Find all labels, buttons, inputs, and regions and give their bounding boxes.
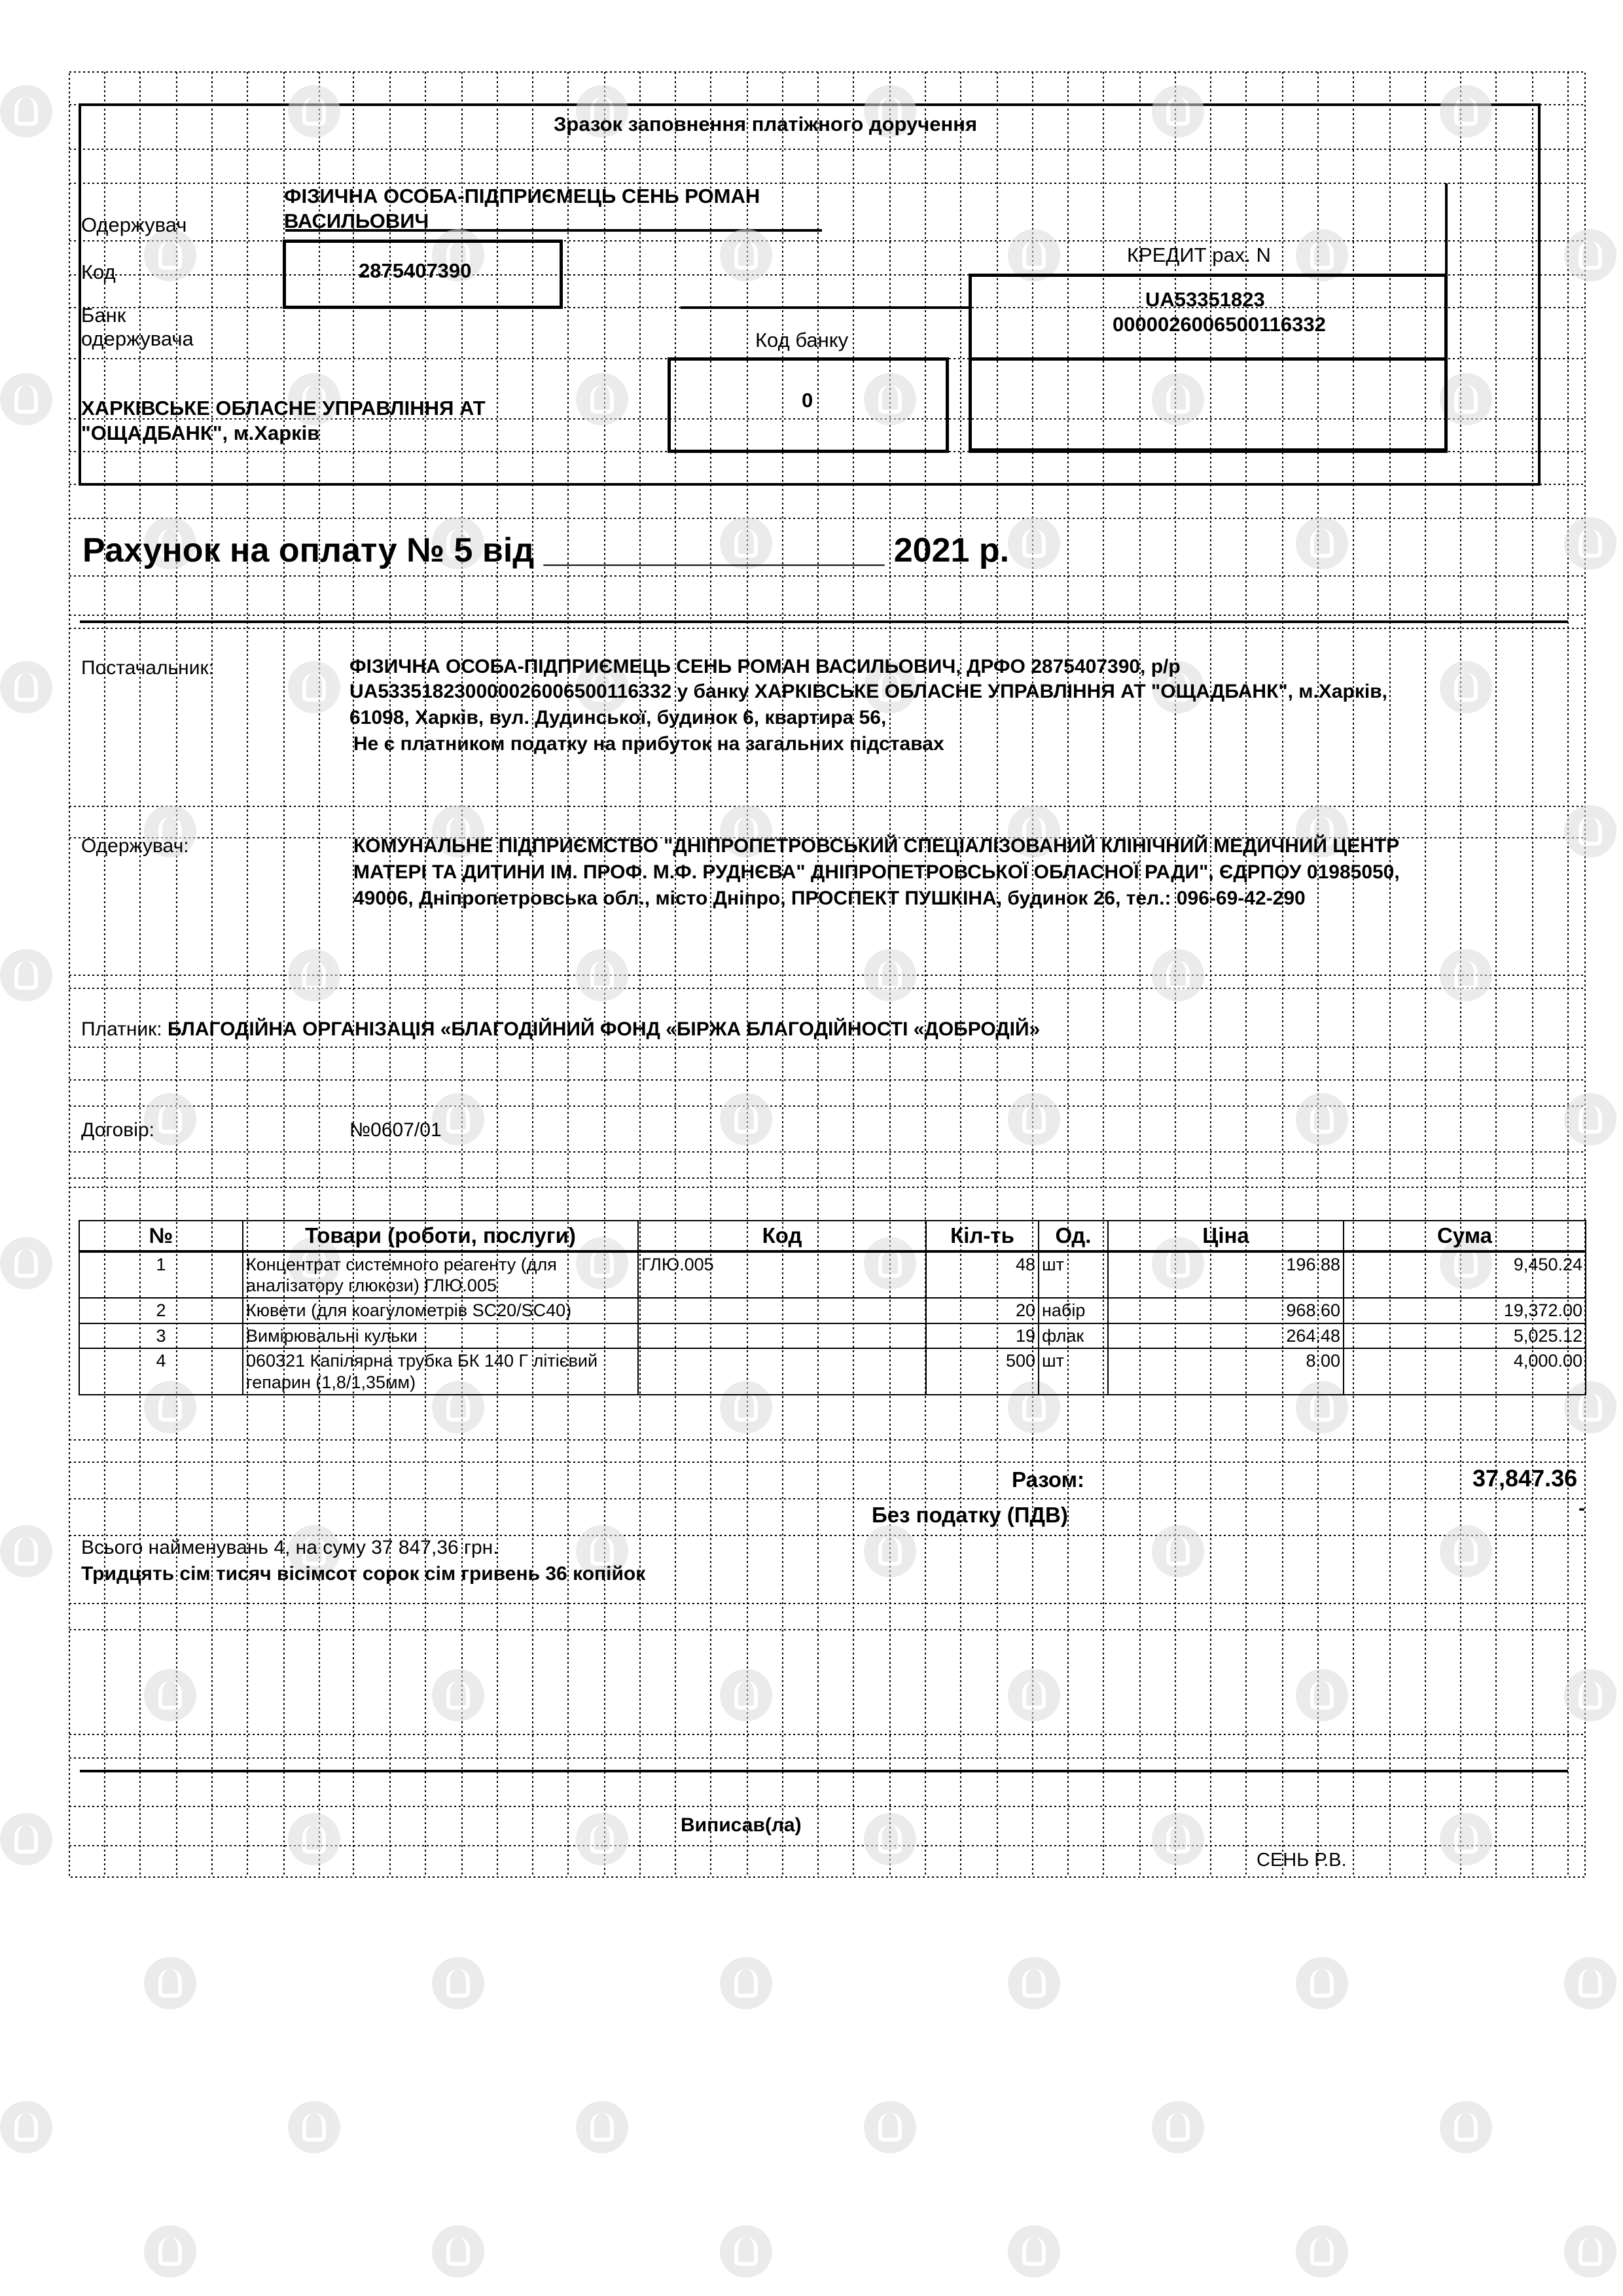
row-price: 196.88 xyxy=(1108,1251,1344,1299)
row-unit: флак xyxy=(1039,1323,1108,1348)
watermark-logo-icon xyxy=(1440,85,1492,137)
watermark-logo-icon xyxy=(720,1957,772,2009)
vat-value: - xyxy=(1578,1498,1585,1519)
total-value: 37,847.36 xyxy=(1472,1465,1578,1492)
row-sum: 5,025.12 xyxy=(1344,1323,1586,1348)
row-price: 968.60 xyxy=(1108,1298,1344,1323)
watermark-logo-icon xyxy=(144,229,196,281)
row-code xyxy=(638,1348,926,1395)
watermark-logo-icon xyxy=(1152,949,1204,1001)
watermark-logo-icon xyxy=(288,2101,340,2153)
recipient-label: Одержувач xyxy=(81,213,187,236)
supplier-line2: UA533518230000026006500116332 у банку ХАРКІВСЬКЕ ОБЛАСНЕ УПРАВЛІННЯ АТ "ОЩАДБАНК", м.Харків, xyxy=(349,681,1387,702)
watermark-logo-icon xyxy=(576,373,628,425)
receiver-line1: КОМУНАЛЬНЕ ПІДПРИЄМСТВО "ДНІПРОПЕТРОВСЬКИЙ СПЕЦІАЛІЗОВАНИЙ КЛІНІЧНИЙ МЕДИЧНИЙ ЦЕНТР xyxy=(353,835,1400,857)
recipient-name-line2: ВАСИЛЬОВИЧ xyxy=(284,209,429,232)
row-name: Кювети (для коагулометрів SC20/SC40) xyxy=(243,1298,638,1323)
watermark-logo-icon xyxy=(432,1669,484,1721)
col-header-unit: Од. xyxy=(1039,1221,1108,1251)
receiver-line3: 49006, Дніпропетровська обл., місто Дніпро, ПРОСПЕКТ ПУШКІНА, будинок 26, тел.: 096-69-42-290 xyxy=(353,888,1306,909)
supplier-line1: ФІЗИЧНА ОСОБА-ПІДПРИЄМЕЦЬ СЕНЬ РОМАН ВАСИЛЬОВИЧ, ДРФО 2875407390, р/р xyxy=(349,656,1181,677)
watermark-logo-icon xyxy=(1440,1813,1492,1865)
watermark-logo-icon xyxy=(288,1813,340,1865)
watermark-logo-icon xyxy=(0,949,52,1001)
watermark-logo-icon xyxy=(1296,1093,1348,1145)
watermark-logo-icon xyxy=(1440,661,1492,713)
watermark-logo-icon xyxy=(1564,805,1616,857)
watermark-logo-icon xyxy=(1440,1525,1492,1577)
account-line1: UA53351823 xyxy=(1145,288,1265,311)
watermark-logo-icon xyxy=(864,2101,916,2153)
watermark-logo-icon xyxy=(0,2101,52,2153)
watermark-logo-icon xyxy=(1296,2225,1348,2278)
account-line2: 0000026006500116332 xyxy=(1113,313,1326,336)
watermark-logo-icon xyxy=(720,229,772,281)
total-label: Разом: xyxy=(1012,1467,1085,1492)
col-header-price: Ціна xyxy=(1108,1221,1344,1251)
table-header-row xyxy=(79,1221,1586,1251)
watermark-logo-icon xyxy=(1564,517,1616,569)
receiver-label: Одержувач: xyxy=(81,835,189,857)
table-row xyxy=(79,1298,1586,1323)
watermark-logo-icon xyxy=(1152,1525,1204,1577)
watermark-logo-icon xyxy=(576,1813,628,1865)
watermark-logo-icon xyxy=(1564,2225,1616,2278)
watermark-logo-icon xyxy=(1008,2225,1060,2278)
supplier-line4: Не є платником податку на прибуток на загальних підставах xyxy=(353,733,944,755)
watermark-logo-icon xyxy=(576,2101,628,2153)
bank-code-value: 0 xyxy=(802,389,813,412)
payer-value: БЛАГОДІЙНА ОРГАНІЗАЦІЯ «БЛАГОДІЙНИЙ ФОНД «БІРЖА БЛАГОДІЙНОСТІ «ДОБРОДІЙ» xyxy=(167,1018,1041,1040)
bank-label-line2: одержувача xyxy=(81,327,194,350)
row-price: 8.00 xyxy=(1108,1348,1344,1395)
supplier-label: Постачальник: xyxy=(81,657,214,679)
col-header-qty: Кіл-ть xyxy=(926,1221,1039,1251)
watermark-logo-icon xyxy=(1152,1813,1204,1865)
watermark-logo-icon xyxy=(0,1525,52,1577)
row-sum: 19,372.00 xyxy=(1344,1298,1586,1323)
bank-name-line1: ХАРКІВСЬКЕ ОБЛАСНЕ УПРАВЛІННЯ АТ xyxy=(81,397,486,420)
contract-value: №0607/01 xyxy=(349,1119,442,1141)
contract-label: Договір: xyxy=(81,1119,154,1141)
sample-header: Зразок заповнення платіжного доручення xyxy=(554,113,978,135)
watermark-logo-icon xyxy=(1296,1669,1348,1721)
items-table xyxy=(79,1220,1586,1395)
col-header-goods: Товари (роботи, послуги) xyxy=(243,1221,638,1251)
watermark-logo-icon xyxy=(288,661,340,713)
supplier-line3: 61098, Харків, вул. Дудинської, будинок 6, квартира 56, xyxy=(349,707,887,728)
account-box-lower xyxy=(969,357,1448,453)
watermark-logo-icon xyxy=(864,949,916,1001)
watermark-logo-icon xyxy=(1008,1093,1060,1145)
row-name: Концентрат системного реагенту (для аналізатору глюкози) ГЛЮ.005 xyxy=(243,1251,638,1299)
row-unit: шт xyxy=(1039,1348,1108,1395)
watermark-logo-icon xyxy=(0,1237,52,1289)
row-sum: 4,000.00 xyxy=(1344,1348,1586,1395)
bank-name-line2: "ОЩАДБАНК", м.Харків xyxy=(81,422,320,444)
receiver-line2: МАТЕРІ ТА ДИТИНИ ІМ. ПРОФ. М.Ф. РУДНЄВА" ДНІПРОПЕТРОВСЬКОЇ ОБЛАСНОЇ РАДИ", ЄДРПОУ 01985050, xyxy=(353,861,1400,883)
watermark-logo-icon xyxy=(1440,2101,1492,2153)
row-code xyxy=(638,1323,926,1348)
watermark-logo-icon xyxy=(0,85,52,137)
watermark-logo-icon xyxy=(1440,373,1492,425)
amount-in-words: Тридцять сім тисяч вісімсот сорок сім гривень 36 копійок xyxy=(81,1563,646,1585)
watermark-logo-icon xyxy=(1564,1669,1616,1721)
row-unit: шт xyxy=(1039,1251,1108,1299)
watermark-logo-icon xyxy=(1152,2101,1204,2153)
watermark-logo-icon xyxy=(0,661,52,713)
watermark-logo-icon xyxy=(0,1813,52,1865)
watermark-logo-icon xyxy=(144,1669,196,1721)
bank-code-label: Код банку xyxy=(755,329,849,351)
payer-row xyxy=(81,1018,1040,1041)
items-count-line: Всього найменувань 4, на суму 37 847,36 грн. xyxy=(81,1537,499,1558)
table-row xyxy=(79,1323,1586,1348)
recipient-name-line1: ФІЗИЧНА ОСОБА-ПІДПРИЄМЕЦЬ СЕНЬ РОМАН xyxy=(284,185,760,207)
watermark-logo-icon xyxy=(288,949,340,1001)
col-header-number: № xyxy=(79,1221,243,1251)
watermark-logo-icon xyxy=(0,373,52,425)
signature-label: Виписав(ла) xyxy=(681,1814,802,1836)
code-label: Код xyxy=(81,260,116,283)
row-number: 2 xyxy=(79,1298,243,1323)
vat-label: Без податку (ПДВ) xyxy=(872,1503,1068,1527)
invoice-title: Рахунок на оплату № 5 від __________________ 2021 р. xyxy=(82,531,1010,569)
watermark-logo-icon xyxy=(144,1957,196,2009)
watermark-logo-icon xyxy=(720,1093,772,1145)
watermark-logo-icon xyxy=(1440,949,1492,1001)
payer-label: Платник: xyxy=(81,1018,162,1040)
row-qty: 19 xyxy=(926,1323,1039,1348)
watermark-logo-icon xyxy=(144,2225,196,2278)
table-row xyxy=(79,1251,1586,1299)
watermark-logo-icon xyxy=(864,1813,916,1865)
watermark-logo-icon xyxy=(1296,1957,1348,2009)
watermark-logo-icon xyxy=(720,1669,772,1721)
signer-name: СЕНЬ Р.В. xyxy=(1257,1850,1347,1871)
row-unit: набір xyxy=(1039,1298,1108,1323)
row-qty: 20 xyxy=(926,1298,1039,1323)
table-row xyxy=(79,1348,1586,1395)
row-name: Вимірювальні кульки xyxy=(243,1323,638,1348)
row-number: 1 xyxy=(79,1251,243,1299)
watermark-logo-icon xyxy=(432,2225,484,2278)
row-number: 4 xyxy=(79,1348,243,1395)
watermark-logo-icon xyxy=(288,85,340,137)
row-sum: 9,450.24 xyxy=(1344,1251,1586,1299)
code-value: 2875407390 xyxy=(359,259,472,282)
row-name: 060321 Капілярна трубка БК 140 Г літієвий гепарин (1,8/1,35мм) xyxy=(243,1348,638,1395)
watermark-logo-icon xyxy=(1296,517,1348,569)
col-header-code: Код xyxy=(638,1221,926,1251)
watermark-logo-icon xyxy=(720,2225,772,2278)
watermark-logo-icon xyxy=(864,1525,916,1577)
row-qty: 500 xyxy=(926,1348,1039,1395)
credit-label: КРЕДИТ рах. N xyxy=(1127,243,1271,266)
watermark-logo-icon xyxy=(432,1957,484,2009)
row-code xyxy=(638,1298,926,1323)
watermark-logo-icon xyxy=(576,949,628,1001)
col-header-sum: Сума xyxy=(1344,1221,1586,1251)
watermark-logo-icon xyxy=(1008,1669,1060,1721)
row-code: ГЛЮ.005 xyxy=(638,1251,926,1299)
watermark-logo-icon xyxy=(1008,517,1060,569)
watermark-logo-icon xyxy=(1008,1957,1060,2009)
watermark-logo-icon xyxy=(1564,229,1616,281)
watermark-logo-icon xyxy=(1564,1093,1616,1145)
row-number: 3 xyxy=(79,1323,243,1348)
watermark-logo-icon xyxy=(1152,85,1204,137)
row-qty: 48 xyxy=(926,1251,1039,1299)
bank-label-line1: Банк xyxy=(81,304,126,327)
row-price: 264.48 xyxy=(1108,1323,1344,1348)
watermark-logo-icon xyxy=(1564,1957,1616,2009)
